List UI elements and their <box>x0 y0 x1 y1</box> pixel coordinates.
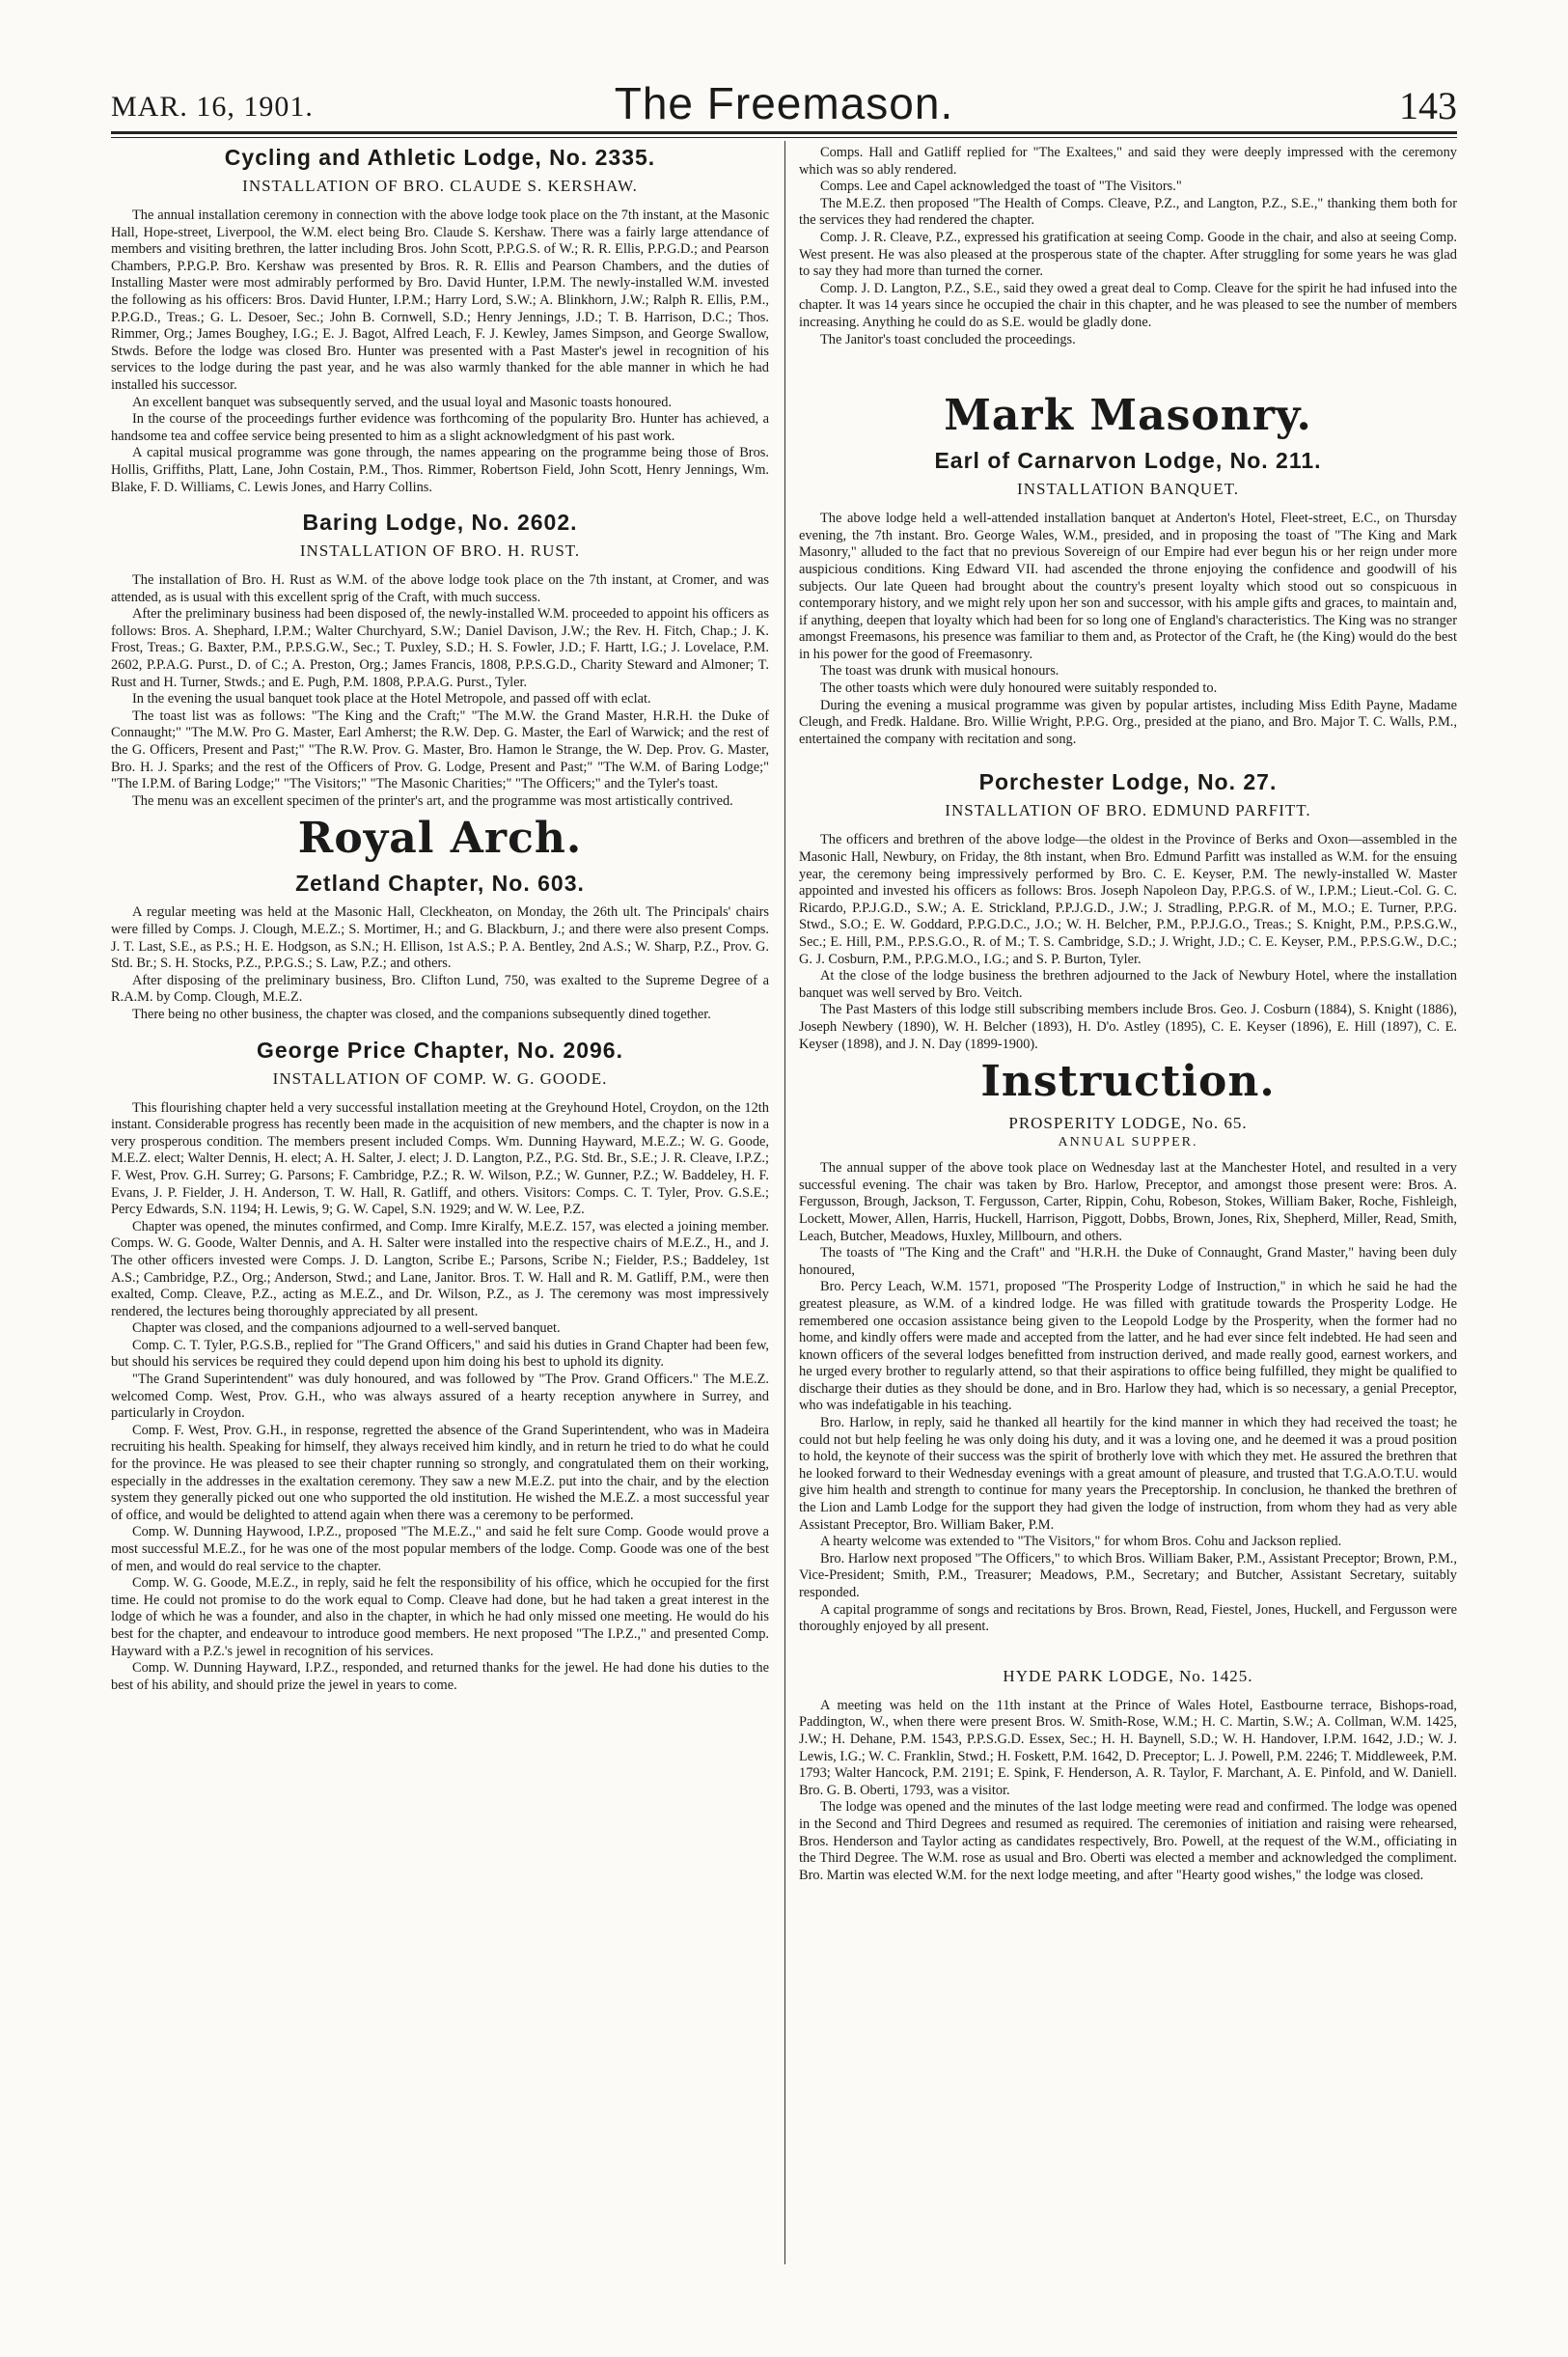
article-heading: Baring Lodge, No. 2602. <box>302 510 578 536</box>
issue-date: MAR. 16, 1901. <box>111 91 314 123</box>
article-body-zetland <box>111 904 769 1023</box>
header-rule <box>111 131 1457 134</box>
paragraph: The toasts of "The King and the Craft" and "H.R.H. the Duke of Connaught, Grand Master," having been duly honoured, <box>799 1245 1457 1278</box>
paragraph: The lodge was opened and the minutes of the last lodge meeting were read and confirmed. The lodge was opened in the Second and Third Degrees and resumed as required. The ceremonies of initiation and raising were rehearsed, Bros. Henderson and Taylor acting as candidates respectively, Bro. Powell, at the request of the W.M., officiating in the Third Degree. The W.M. rose as usual and Bro. Oberti was elected a member and acknowledged the compliment. Bro. Martin was elected W.M. for the next lodge meeting, and after "Hearty good wishes," the lodge was closed. <box>799 1799 1457 1883</box>
paragraph: During the evening a musical programme was given by popular artistes, including Miss Edith Payne, Madame Cleugh, and Fredk. Haldane. Bro. Willie Wright, P.P.G. Org., presided at the piano, and Bro. Major T. C. Walls, P.M., entertained the company with recitation and song. <box>799 697 1457 747</box>
paragraph: Bro. Harlow, in reply, said he thanked all heartily for the kind manner in which they had received the toast; he could not but help feeling he was only doing his duty, and it was a loving one, and he deemed it was a proud position to hold, the keynote of their success was the spirit of brotherly love with which they met. He assured the brethren that he looked forward to their Wednesday evenings with a great amount of pleasure, and trusted that T.G.A.O.T.U. would give him health and strength to continue for many years the Preceptorship. In conclusion, he thanked the brethren of the Lion and Lamb Lodge for the support they had given the lodge of instruction, from whom they had as very able Assistant Preceptor, Bro. William Baker, P.M. <box>799 1415 1457 1533</box>
article-subheading: INSTALLATION OF BRO. CLAUDE S. KERSHAW. <box>242 177 638 195</box>
page-number: 143 <box>1399 84 1457 127</box>
paragraph: The above lodge held a well-attended installation banquet at Anderton's Hotel, Fleet-street, E.C., on Thursday evening, the 7th instant. Bro. George Wales, W.M., presided, and in proposing the toast of "The King and Mark Masonry," alluded to the fact that no previous Sovereign of our Empire had ever begun his or her reign under more auspicious conditions. King Edward VII. had ascended the throne enjoying the confidence and goodwill of his subjects. Our late Queen had brought about the country's present loyalty which stood out so conspicuous in contemporary history, and we might rely upon her son and successor, with his ample gifts and graces, to maintain and, if anything, deepen that loyalty which had been for so long one of England's characteristics. The King was no stranger amongst Freemasons, his presence was familiar to them and, as Protector of the Craft, he (the King) would do the best in his power for the good of Freemasonry. <box>799 511 1457 662</box>
paragraph: After the preliminary business had been disposed of, the newly-installed W.M. proceeded to appoint his officers as follows: Bros. A. Shephard, I.P.M.; Walter Churchyard, S.W.; Daniel Davison, J.W.; the Rev. H. Fitch, Chap.; J. K. Frost, Treas.; G. Baxter, P.M., P.P.S.G.W., Sec.; T. Puxley, S.D.; H. S. Fowler, J.D.; F. Hartt, I.G.; J. Lovelace, P.M. 2602, P.P.A.G. Purst., D. of C.; A. Preston, Org.; James Francis, 1808, P.P.S.G.D., Charity Steward and Almoner; T. Rust and H. Turner, Stwds.; and E. Pugh, P.M. 1808, P.P.A.G. Purst., Tyler. <box>111 606 769 690</box>
paragraph: Comp. J. D. Langton, P.Z., S.E., said they owed a great deal to Comp. Cleave for the spirit he had infused into the chapter. It was 14 years since he occupied the chair in this chapter, and he was pleased to see the number of members increasing. Anything he could do as S.E. would be gladly done. <box>799 280 1457 330</box>
paragraph: Comps. Hall and Gatliff replied for "The Exaltees," and said they were deeply impressed with the ceremony which was so ably rendered. <box>799 145 1457 178</box>
paragraph: There being no other business, the chapter was closed, and the companions subsequently dined together. <box>132 1006 711 1022</box>
paragraph: Comp. J. R. Cleave, P.Z., expressed his gratification at seeing Comp. Goode in the chair, and also at seeing Comp. West present. He was also pleased at the prosperous state of the chapter. After struggling for some years he was glad to say they had more than turned the corner. <box>799 229 1457 280</box>
paragraph: This flourishing chapter held a very successful installation meeting at the Greyhound Hotel, Croydon, on the 12th instant. Considerable progress has recently been made in the acquisition of new members, and the chapter is now in a very prosperous condition. The members present included Comps. Wm. Dunning Hayward, M.E.Z.; W. G. Goode, M.E.Z. elect; Walter Dennis, H. elect; A. H. Salter, J. elect; J. D. Langton, P.Z., P.G. Std. Br., S.E.; J. R. Cleave, I.P.Z.; F. West, Prov. G.H. Surrey; G. Parsons; F. Cambridge, P.Z.; R. W. Wilson, P.Z.; W. Gunner, P.Z.; W. Baddeley, H. F. Evans, J. P. Fielder, J. H. Anderson, T. W. Hall, R. Gatliff, and others. Visitors: Comps. C. T. Tyler, Prov. G.S.E.; Percy Edwards, S.N. 1194; H. Lewis, 9; G. W. Capel, S.N. 1929; and W. W. Lee, P.Z. <box>111 1099 769 1218</box>
article-subheading: INSTALLATION BANQUET. <box>1017 480 1239 499</box>
article-heading: Cycling and Athletic Lodge, No. 2335. <box>224 145 656 170</box>
article-body-cycling <box>111 208 769 496</box>
article-body-carnarvon <box>799 511 1457 748</box>
paragraph: In the course of the proceedings further evidence was forthcoming of the popularity Bro. Hunter has achieved, a handsome tea and coffee service being presented to him as a slight acknowledgment of his past work. <box>111 411 769 444</box>
article-heading: George Price Chapter, No. 2096. <box>257 1037 623 1063</box>
section-title: Royal Arch. <box>297 814 583 864</box>
article-subheading: INSTALLATION OF BRO. H. RUST. <box>299 541 581 561</box>
paragraph: A capital programme of songs and recitations by Bros. Brown, Read, Fiestel, Jones, Huckell, and Fergusson were thoroughly enjoyed by all present. <box>799 1601 1457 1635</box>
paragraph: The annual supper of the above took place on Wednesday last at the Manchester Hotel, and resulted in a very successful evening. The chair was taken by Bro. Harlow, Preceptor, and amongst those present were: Bros. A. Fergusson, Brough, Jackson, T. Fergusson, Carter, Rippin, Cohu, Robeson, Stokes, William Baker, Roche, Fishleigh, Lockett, Mower, Allen, Harris, Huckell, Harrison, Piggott, Dobbs, Brown, Jones, Rix, Shepherd, Miller, Read, Smith, Leach, Butcher, Meadows, Huxley, Millbourn, and others. <box>799 1160 1457 1244</box>
paragraph: The installation of Bro. H. Rust as W.M. of the above lodge took place on the 7th instant, at Cromer, and was attended, as is usual with this excellent sprig of the Craft, with much success. <box>111 572 769 605</box>
article-body-george-price <box>111 1100 769 1695</box>
paragraph: The toast was drunk with musical honours. <box>820 663 1059 679</box>
article-subheading: ANNUAL SUPPER. <box>1058 1135 1198 1151</box>
paragraph: The toast list was as follows: "The King and the Craft;" "The M.W. the Grand Master, H.R.H. the Duke of Connaught;" "The M.W. Pro G. Master, Earl Amherst; the R.W. Dep. G. Master, the Earl of Warwick; and the rest of the G. Officers, Present and Past;" "The R.W. Prov. G. Master, Bro. Hamon le Strange, the W. Dep. Prov. G. Master, Bro. H. J. Sparks; and the rest of the Officers of Prov. G. Lodge, Present and Past;" "The W.M. of Baring Lodge;" "The I.P.M. of Baring Lodge;" "The Visitors;" "The Masonic Charities;" "The Officers;" and the Tyler's toast. <box>111 707 769 792</box>
paragraph: The officers and brethren of the above lodge—the oldest in the Province of Berks and Oxon—assembled in the Masonic Hall, Newbury, on Friday, the 8th instant, when Bro. Edmund Parfitt was installed as W.M. for the ensuing year, the ceremony being impressively performed by Bro. C. E. Keyser, P.M. The newly-installed W. Master appointed and invested his officers as follows: Bros. Joseph Napoleon Day, P.P.G.S. of W., I.P.M.; Lieut.-Col. G. C. Ricardo, P.P.J.G.D., S.W.; A. E. Strickland, P.P.J.G.D., J.W.; J. Stradling, P.P.G.R. of M., M.O.; E. Turner, P.P.G. Stwd., S.O.; E. W. Goddard, P.P.G.D.C., J.O.; W. H. Belcher, P.M., P.P.J.G.O., Treas.; S. Knight, P.M., P.P.S.G.W., Sec.; E. Hill, P.M., P.P.S.G.O., R. of M.; T. S. Cambridge, S.D.; J. Wright, J.D.; C. E. Keyser, P.M., P.P.S.G.W., D.C.; G. J. Cosburn, P.M., P.P.G.M.O., I.G.; and S. P. Burton, Tyler. <box>799 832 1457 967</box>
article-heading: Zetland Chapter, No. 603. <box>295 871 585 897</box>
section-title: Mark Masonry. <box>944 391 1312 441</box>
article-heading: Porchester Lodge, No. 27. <box>978 769 1278 795</box>
paragraph: Comps. Lee and Capel acknowledged the toast of "The Visitors." <box>820 179 1182 195</box>
section-title: Instruction. <box>980 1057 1276 1107</box>
paragraph: Bro. Harlow next proposed "The Officers," to which Bros. William Baker, P.M., Assistant Preceptor; Brown, P.M., Vice-President; Smith, P.M., Treasurer; Meadows, P.M., Secretary; and Butcher, Assistant Secretary, suitably responded. <box>799 1550 1457 1600</box>
paragraph: Comp. W. G. Goode, M.E.Z., in reply, said he felt the responsibility of his office, which he occupied for the first time. He could not promise to do the work equal to Comp. Cleave had done, but he had taken a great interest in the lodge of which he was a founder, and also in the chapter, in which he had only missed one meeting. He would do his best for the chapter, and endeavour to introduce good members. He next proposed "The I.P.Z.," and presented Comp. Hayward with a P.Z.'s jewel in recognition of his services. <box>111 1575 769 1659</box>
paragraph: The Past Masters of this lodge still subscribing members include Bros. Geo. J. Cosburn (1884), S. Knight (1886), Joseph Newbery (1890), W. H. Belcher (1893), H. D'o. Astley (1895), C. E. Keyser (1896), E. Hill (1897), C. E. Keyser (1898), and J. N. Day (1899-1900). <box>799 1002 1457 1052</box>
paragraph: At the close of the lodge business the brethren adjourned to the Jack of Newbury Hotel, where the installation banquet was well served by Bro. Veitch. <box>799 968 1457 1001</box>
article-heading: HYDE PARK LODGE, No. 1425. <box>1003 1666 1253 1685</box>
paragraph: Chapter was closed, and the companions adjourned to a well-served banquet. <box>132 1320 561 1337</box>
paragraph: Comp. W. Dunning Hayward, I.P.Z., responded, and returned thanks for the jewel. He had done his duties to the best of his ability, and should prize the jewel in years to come. <box>111 1660 769 1693</box>
newspaper-title: The Freemason. <box>614 78 954 128</box>
paragraph: Chapter was opened, the minutes confirmed, and Comp. Imre Kiralfy, M.E.Z. 157, was elected a joining member. Comps. W. G. Goode, Walter Dennis, and A. H. Salter were installed into the respective chairs of M.E.Z., H., and J. The other officers invested were Comps. J. D. Langton, Scribe E.; Parsons, Scribe N.; Fielder, P.S.; Baddeley, 1st A.S.; Cambridge, P.Z., Org.; Anderson, Stwd.; and Lane, Janitor. Bros. T. W. Hall and R. M. Gatliff, P.M., were then exalted, Comp. Cleave, P.Z., acting as M.E.Z., and Dr. Wilson, P.Z., as J. The ceremony was most impressively rendered, the lectures being thoroughly appreciated by all present. <box>111 1218 769 1319</box>
column-divider <box>784 141 785 2264</box>
article-body-prosperity <box>799 1160 1457 1636</box>
article-subheading: INSTALLATION OF COMP. W. G. GOODE. <box>272 1068 608 1088</box>
paragraph: The annual installation ceremony in connection with the above lodge took place on the 7th instant, at the Masonic Hall, Hope-street, Liverpool, the W.M. elect being Bro. Claude S. Kershaw. There was a fairly large attendance of members and visiting brethren, the latter including Bros. John Scott, P.P.G.S. of W.; R. R. Ellis, P.P.G.D.; and Pearson Chambers, P.P.G.P. Bro. Kershaw was presented by Bros. R. R. Ellis and Pearson Chambers, and the duties of Installing Master were most admirably performed by Bro. David Hunter, I.P.M. The newly-installed W.M. invested the following as his officers: Bros. David Hunter, I.P.M.; Harry Lord, S.W.; A. Blinkhorn, J.W.; Ralph R. Ellis, P.M., P.P.G.D., Treas.; G. L. Desoer, Sec.; John B. Cornwell, S.D.; Henry Jennings, J.D.; T. B. Harrison, D.C.; Thos. Rimmer, Org.; James Boughey, I.G.; E. J. Bagot, Alfred Leach, F. J. Kewley, James Simpson, and George Swallow, Stwds. Before the lodge was closed Bro. Hunter was presented with a Past Master's jewel in recognition of his services to the lodge during the past year, and he was also warmly thanked for the able manner in which he had installed his successor. <box>111 208 769 393</box>
article-body-porchester <box>799 832 1457 1053</box>
paragraph: The Janitor's toast concluded the proceedings. <box>820 331 1076 347</box>
paragraph: Bro. Percy Leach, W.M. 1571, proposed "The Prosperity Lodge of Instruction," in which he said he had the greatest pleasure, as W.M. of a kindred lodge. He was filled with gratitude towards the Prosperity Lodge. He remembered one occasion assistance being given to the Leopold Lodge by the Prosperity, when the former had no home, and kindly offers were made and accepted from the latter, and he had ever since felt indebted. He had seen and known officers of the several lodges benefitted from instruction derived, and made really good, earnest workers, and he urged every brother to regularly attend, so that their aspirations to office being fulfilled, they might be qualified to discharge their duties as they should be done, and in Bro. Harlow they had, which is so necessary, a genial Preceptor, who was indefatigable in his teaching. <box>799 1279 1457 1414</box>
article-body-hyde-park <box>799 1698 1457 1885</box>
paragraph: After disposing of the preliminary business, Bro. Clifton Lund, 750, was exalted to the Supreme Degree of a R.A.M. by Comp. Clough, M.E.Z. <box>111 972 769 1006</box>
paragraph: The M.E.Z. then proposed "The Health of Comps. Cleave, P.Z., and Langton, P.Z., S.E.," thanking them both for the services they had rendered the chapter. <box>799 195 1457 229</box>
header-rule-thin <box>111 137 1457 138</box>
paragraph: "The Grand Superintendent" was duly honoured, and was followed by "The Prov. Grand Officers." The M.E.Z. welcomed Comp. West, Prov. G.H., who was always assured of a hearty reception anywhere in Surrey, and particularly in Croydon. <box>111 1372 769 1422</box>
paragraph: Comp. W. Dunning Haywood, I.P.Z., proposed "The M.E.Z.," and said he felt sure Comp. Goode would prove a most successful M.E.Z., for he was one of the most popular members of the lodge. Comp. Goode was one of the best of men, and would do real service to the chapter. <box>111 1524 769 1574</box>
paragraph: Comp. F. West, Prov. G.H., in response, regretted the absence of the Grand Superintendent, who was in Madeira recruiting his health. Speaking for himself, they always received him kindly, and in return he tried to do what he could for the province. He was pleased to see their chapter running so strongly, and congratulated them on their working, especially in the addresses in the exaltation ceremony. They saw a new M.E.Z. put into the chair, and by the election system they generally picked out one who supported the old institution. He wished the M.E.Z. a most successful year of office, and would be delighted to attend again when there was a ceremony to be performed. <box>111 1422 769 1523</box>
paragraph: The other toasts which were duly honoured were suitably responded to. <box>820 680 1218 697</box>
article-body-continued <box>799 145 1457 348</box>
paragraph: A regular meeting was held at the Masonic Hall, Cleckheaton, on Monday, the 26th ult. The Principals' chairs were filled by Comps. J. Clough, M.E.Z.; S. Mortimer, H.; and G. Blackburn, J.; and there were also present Comps. J. T. Last, S.E., as P.S.; H. E. Hodgson, as S.N.; H. Ellison, 1st A.S.; P. A. Bentley, 2nd A.S.; W. Sharp, P.Z., Prov. G. Std. Br.; S. H. Stocks, P.Z., P.P.G.S.; S. Law, P.Z.; and others. <box>111 904 769 972</box>
article-subheading: INSTALLATION OF BRO. EDMUND PARFITT. <box>945 801 1311 820</box>
article-body-baring <box>111 572 769 810</box>
paragraph: A meeting was held on the 11th instant at the Prince of Wales Hotel, Eastbourne terrace, Bishops-road, Paddington, W., when there were present Bros. W. Smith-Rose, W.M.; H. C. Martin, S.W.; A. Collman, W.M. 1425, J.W.; H. Dehane, P.M. 1543, P.P.S.G.D. Essex, Sec.; H. H. Baynell, S.D.; W. H. Handover, I.P.M. 1642, J.D.; W. J. Lewis, I.G.; W. C. Franklin, Stwd.; H. Foskett, P.M. 1642, D. Preceptor; L. J. Powell, P.M. 2246; T. Middleweek, P.M. 1793; Walter Hancock, P.M. 2191; E. Spink, F. Henderson, A. R. Taylor, F. Marchant, A. E. Pinfold, and W. Daniell. Bro. G. B. Oberti, 1793, was a visitor. <box>799 1697 1457 1798</box>
page-header <box>111 77 1457 127</box>
paragraph: In the evening the usual banquet took place at the Hotel Metropole, and passed off with eclat. <box>132 691 651 707</box>
article-heading: Earl of Carnarvon Lodge, No. 211. <box>934 448 1322 474</box>
paragraph: A capital musical programme was gone through, the names appearing on the programme being those of Bros. Hollis, Griffiths, Platt, Lane, John Costain, P.M., Thos. Rimmer, Robertson Field, John Scott, Henry Jennings, Wm. Blake, F. D. Williams, C. Lewis Jones, and Harry Collins. <box>111 445 769 495</box>
paragraph: A hearty welcome was extended to "The Visitors," for whom Bros. Cohu and Jackson replied. <box>820 1534 1342 1550</box>
paragraph: Comp. C. T. Tyler, P.G.S.B., replied for "The Grand Officers," and said his duties in Grand Chapter had been few, but should his services be required they could depend upon him doing his best to uphold its dignity. <box>111 1337 769 1371</box>
paragraph: The menu was an excellent specimen of the printer's art, and the programme was most artistically contrived. <box>132 792 733 809</box>
left-column <box>111 145 769 1694</box>
article-heading: PROSPERITY LODGE, No. 65. <box>1008 1114 1248 1133</box>
paragraph: An excellent banquet was subsequently served, and the usual loyal and Masonic toasts honoured. <box>132 394 673 410</box>
right-column <box>799 145 1457 1884</box>
